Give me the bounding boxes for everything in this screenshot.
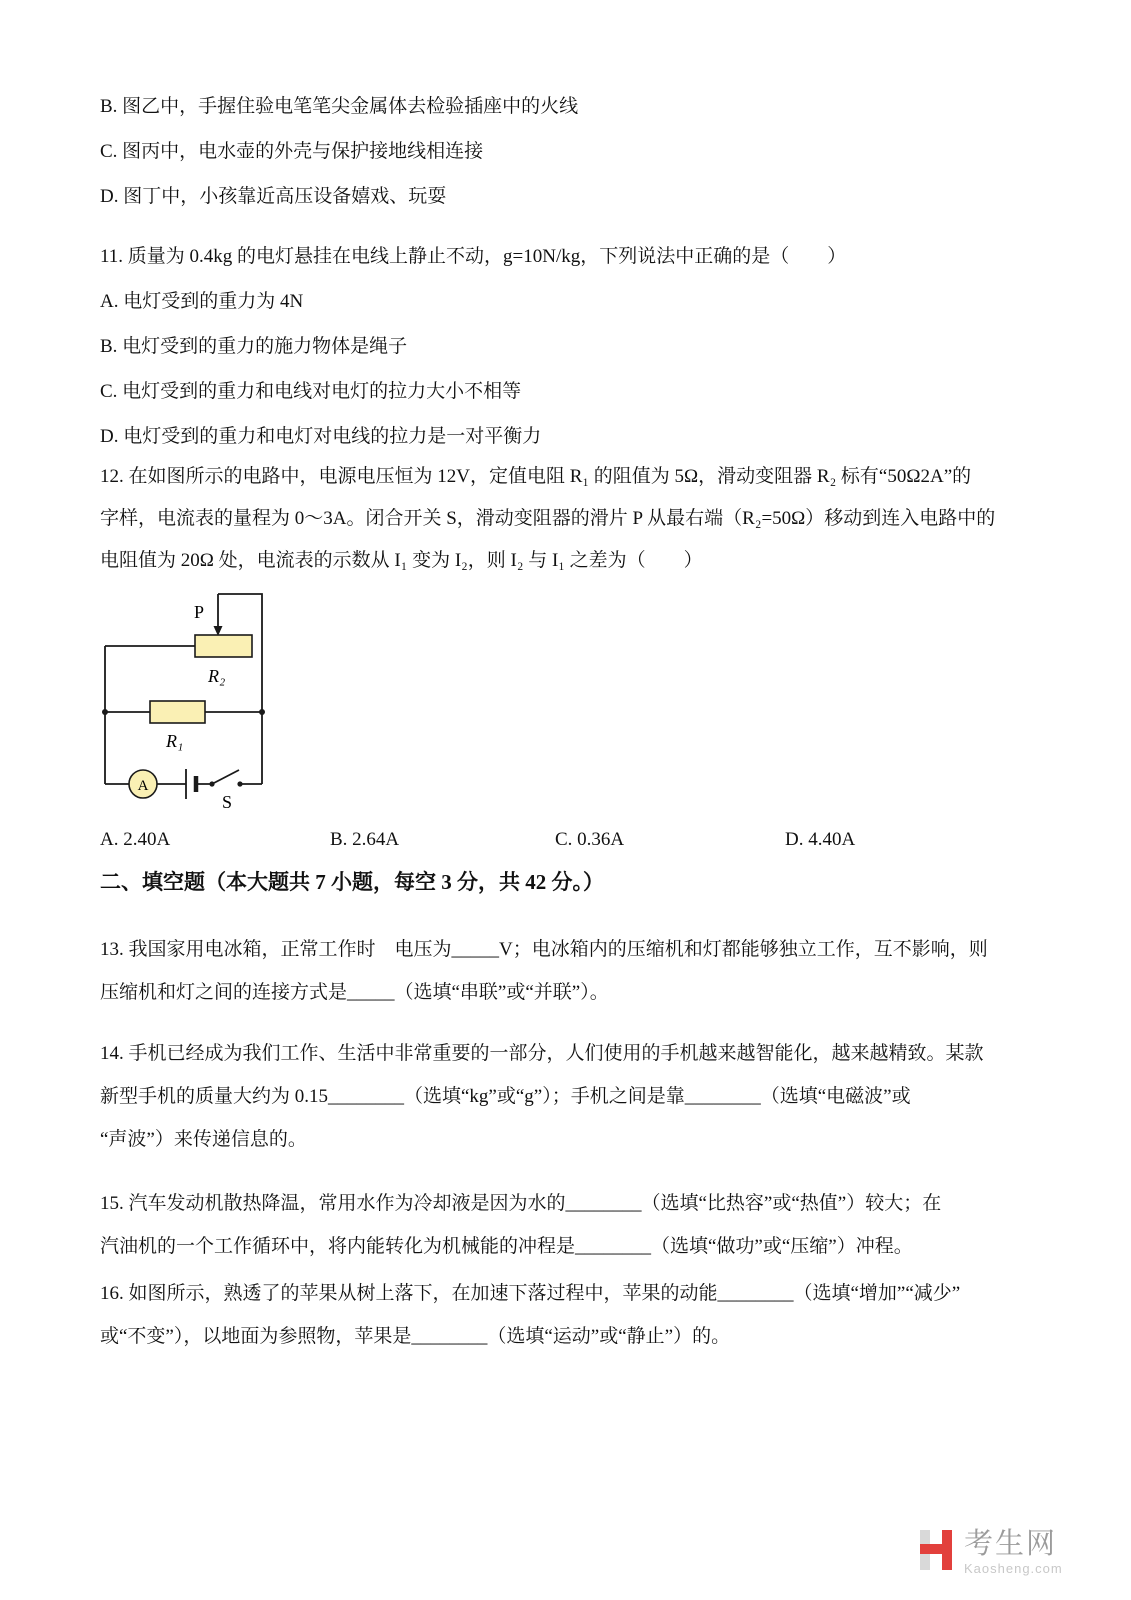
question-14-line-2: 新型手机的质量大约为 0.15________（选填“kg”或“g”）；手机之间是靠________（选填“电磁波”或	[100, 1086, 911, 1107]
question-12-line-3: 电阻值为 20Ω 处，电流表的示数从 I₁ 变为 I₂，则 I₂ 与 I₁ 之差为（ ）	[100, 550, 703, 571]
question-13-line-2: 压缩机和灯之间的连接方式是_____（选填“串联”或“并联”）。	[100, 982, 609, 1003]
question-11-stem: 11. 质量为 0.4kg 的电灯悬挂在电线上静止不动，g=10N/kg，下列说法中正确的是（ ）	[100, 246, 847, 267]
ammeter-label: A	[137, 778, 149, 794]
question-14-line-1: 14. 手机已经成为我们工作、生活中非常重要的一部分，人们使用的手机越来越智能化，越来越精致。某款	[100, 1043, 984, 1064]
question-12-line-2: 字样，电流表的量程为 0～3A。闭合开关 S，滑动变阻器的滑片 P 从最右端（R₂=50Ω）移动到连入电路中的	[100, 508, 996, 529]
circuit-diagram	[100, 584, 400, 819]
logo-domain: Kaosheng.com	[964, 1561, 1063, 1576]
question-13-line-1: 13. 我国家用电冰箱，正常工作时 电压为_____V；电冰箱内的压缩机和灯都能够独立工作，互不影响，则	[100, 939, 988, 960]
option-c: C. 电灯受到的重力和电线对电灯的拉力大小不相等	[100, 381, 522, 402]
question-16-line-2: 或“不变”），以地面为参照物，苹果是________（选填“运动”或“静止”）的。	[100, 1326, 731, 1347]
switch-label: S	[222, 792, 233, 812]
option-d: D. 图丁中，小孩靠近高压设备嬉戏、玩耍	[100, 186, 447, 207]
option-d: D. 电灯受到的重力和电灯对电线的拉力是一对平衡力	[100, 426, 542, 447]
switch-contact	[237, 781, 242, 786]
question-16-line-1: 16. 如图所示，熟透了的苹果从树上落下，在加速下落过程中，苹果的动能________（选填“增加”“减少”	[100, 1283, 961, 1304]
question-15	[100, 1182, 1040, 1268]
question-15-line-1: 15. 汽车发动机散热降温，常用水作为冷却液是因为水的________（选填“比热容”或“热值”）较大；在	[100, 1193, 942, 1214]
logo-name: 考生网	[964, 1528, 1058, 1560]
question-12-answers	[100, 820, 1040, 860]
question-12-line-1: 12. 在如图所示的电路中，电源电压恒为 12V，定值电阻 R₁ 的阻值为 5Ω，滑动变阻器 R₂ 标有“50Ω2A”的	[100, 466, 972, 487]
circuit-diagram-svg	[100, 584, 400, 819]
option-b: B. 电灯受到的重力的施力物体是绳子	[100, 336, 408, 357]
switch-icon	[212, 770, 239, 784]
wire	[218, 594, 262, 784]
logo-bar	[920, 1544, 952, 1554]
answer-b: B. 2.64A	[330, 829, 400, 850]
rheostat-label: R₂	[208, 666, 226, 686]
answer-a: A. 2.40A	[100, 829, 171, 850]
option-a: A. 电灯受到的重力为 4N	[100, 291, 304, 312]
junction-dot	[259, 709, 265, 715]
slider-label: P	[193, 602, 204, 622]
question-16	[100, 1272, 1040, 1358]
kaosheng-logo-icon	[918, 1530, 956, 1570]
option-b: B. 图乙中，手握住验电笔笔尖金属体去检验插座中的火线	[100, 96, 579, 117]
option-c: C. 图丙中，电水壶的外壳与保护接地线相连接	[100, 141, 484, 162]
rheostat-r2	[195, 635, 252, 657]
kaosheng-logo-text	[964, 1528, 1063, 1578]
answer-c: C. 0.36A	[555, 829, 625, 850]
kaosheng-logo	[918, 1528, 1131, 1588]
question-15-line-2: 汽油机的一个工作循环中，将内能转化为机械能的冲程是________（选填“做功”或“压缩”）冲程。	[100, 1236, 913, 1257]
question-14-line-3: “声波”）来传递信息的。	[100, 1129, 307, 1150]
question-13	[100, 928, 1040, 1014]
question-12	[100, 456, 1040, 582]
junction-dot	[102, 709, 108, 715]
question-11	[100, 234, 1040, 459]
resistor-label: R₁	[166, 731, 184, 751]
question-14	[100, 1032, 1040, 1161]
resistor-r1	[150, 701, 205, 723]
question-10-options	[100, 84, 1040, 219]
section-2-heading	[100, 860, 1040, 904]
section-title: 二、填空题（本大题共 7 小题，每空 3 分，共 42 分。）	[100, 870, 604, 894]
answer-d: D. 4.40A	[785, 829, 856, 850]
